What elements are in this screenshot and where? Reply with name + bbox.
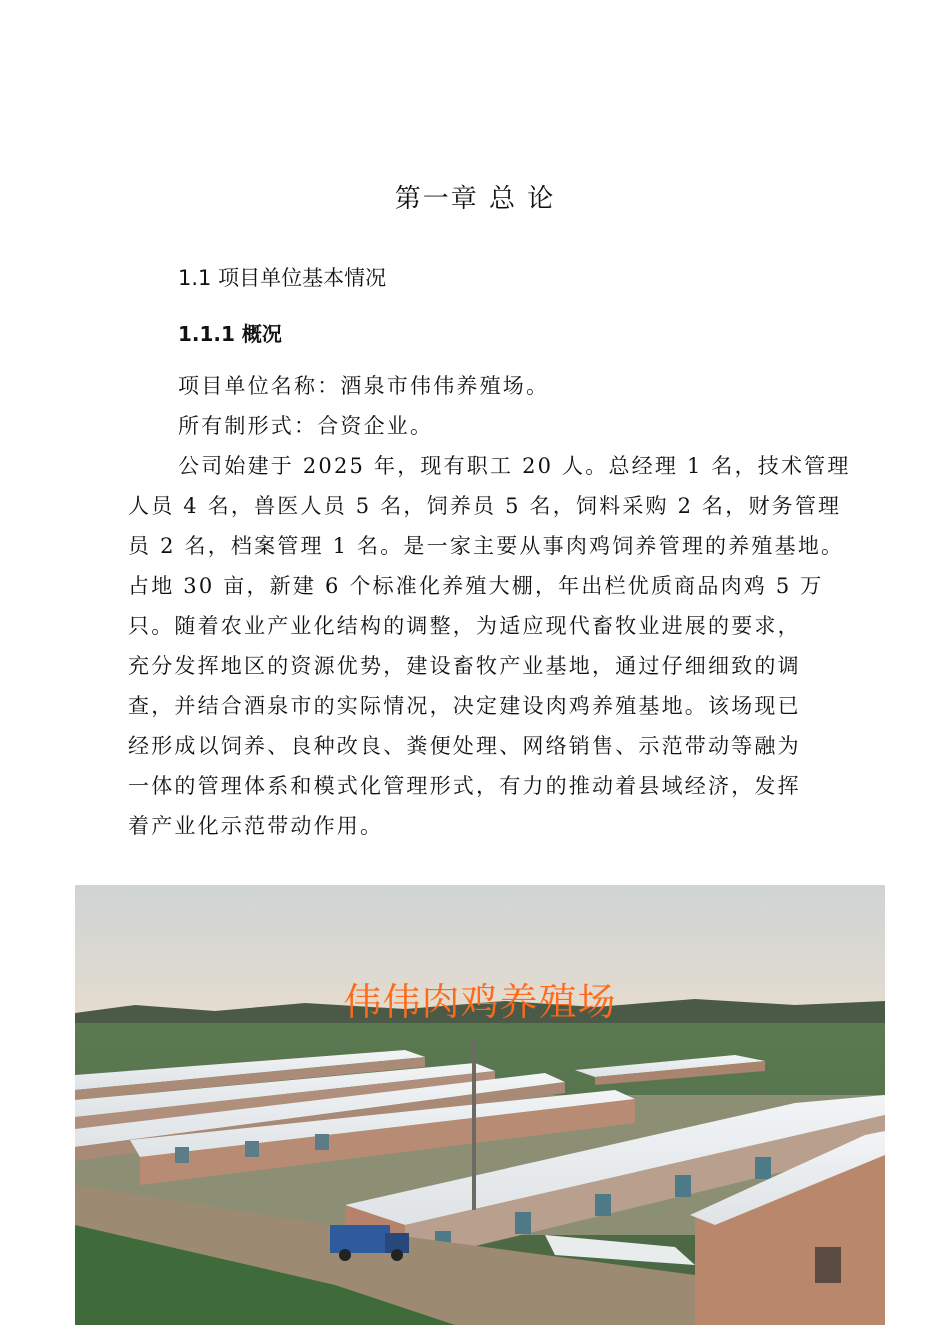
paragraph-line: 人员 4 名，兽医人员 5 名，饲养员 5 名，饲料采购 2 名，财务管理 (128, 494, 842, 518)
paragraph-line: 占地 30 亩，新建 6 个标准化养殖大棚，年出栏优质商品肉鸡 5 万 (128, 574, 824, 598)
paragraph-line: 经形成以饲养、良种改良、粪便处理、网络销售、示范带动等融为 (128, 734, 801, 758)
paragraph-line: 着产业化示范带动作用。 (128, 814, 384, 838)
photo-caption: 伟伟肉鸡养殖场 (343, 980, 617, 1024)
farm-photo (75, 885, 885, 1325)
paragraph-line: 员 2 名，档案管理 1 名。是一家主要从事肉鸡饲养管理的养殖基地。 (128, 534, 845, 558)
paragraph-line: 所有制形式：合资企业。 (178, 414, 434, 438)
paragraph-line: 充分发挥地区的资源优势，建设畜牧产业基地，通过仔细细致的调 (128, 654, 801, 678)
paragraph-line: 只。随着农业产业化结构的调整，为适应现代畜牧业进展的要求， (128, 614, 801, 638)
subsection-title: 1.1.1 概况 (178, 322, 282, 346)
section-title: 1.1 项目单位基本情况 (178, 266, 387, 290)
paragraph-line: 查，并结合酒泉市的实际情况，决定建设肉鸡养殖基地。该场现已 (128, 694, 801, 718)
chapter-title: 第一章 总 论 (394, 184, 556, 214)
paragraph-line: 项目单位名称：酒泉市伟伟养殖场。 (178, 374, 550, 398)
paragraph-line: 公司始建于 2025 年，现有职工 20 人。总经理 1 名，技术管理 (178, 454, 851, 478)
paragraph-line: 一体的管理体系和模式化管理形式，有力的推动着县域经济，发挥 (128, 774, 801, 798)
farm-photo-illustration (75, 885, 885, 1325)
